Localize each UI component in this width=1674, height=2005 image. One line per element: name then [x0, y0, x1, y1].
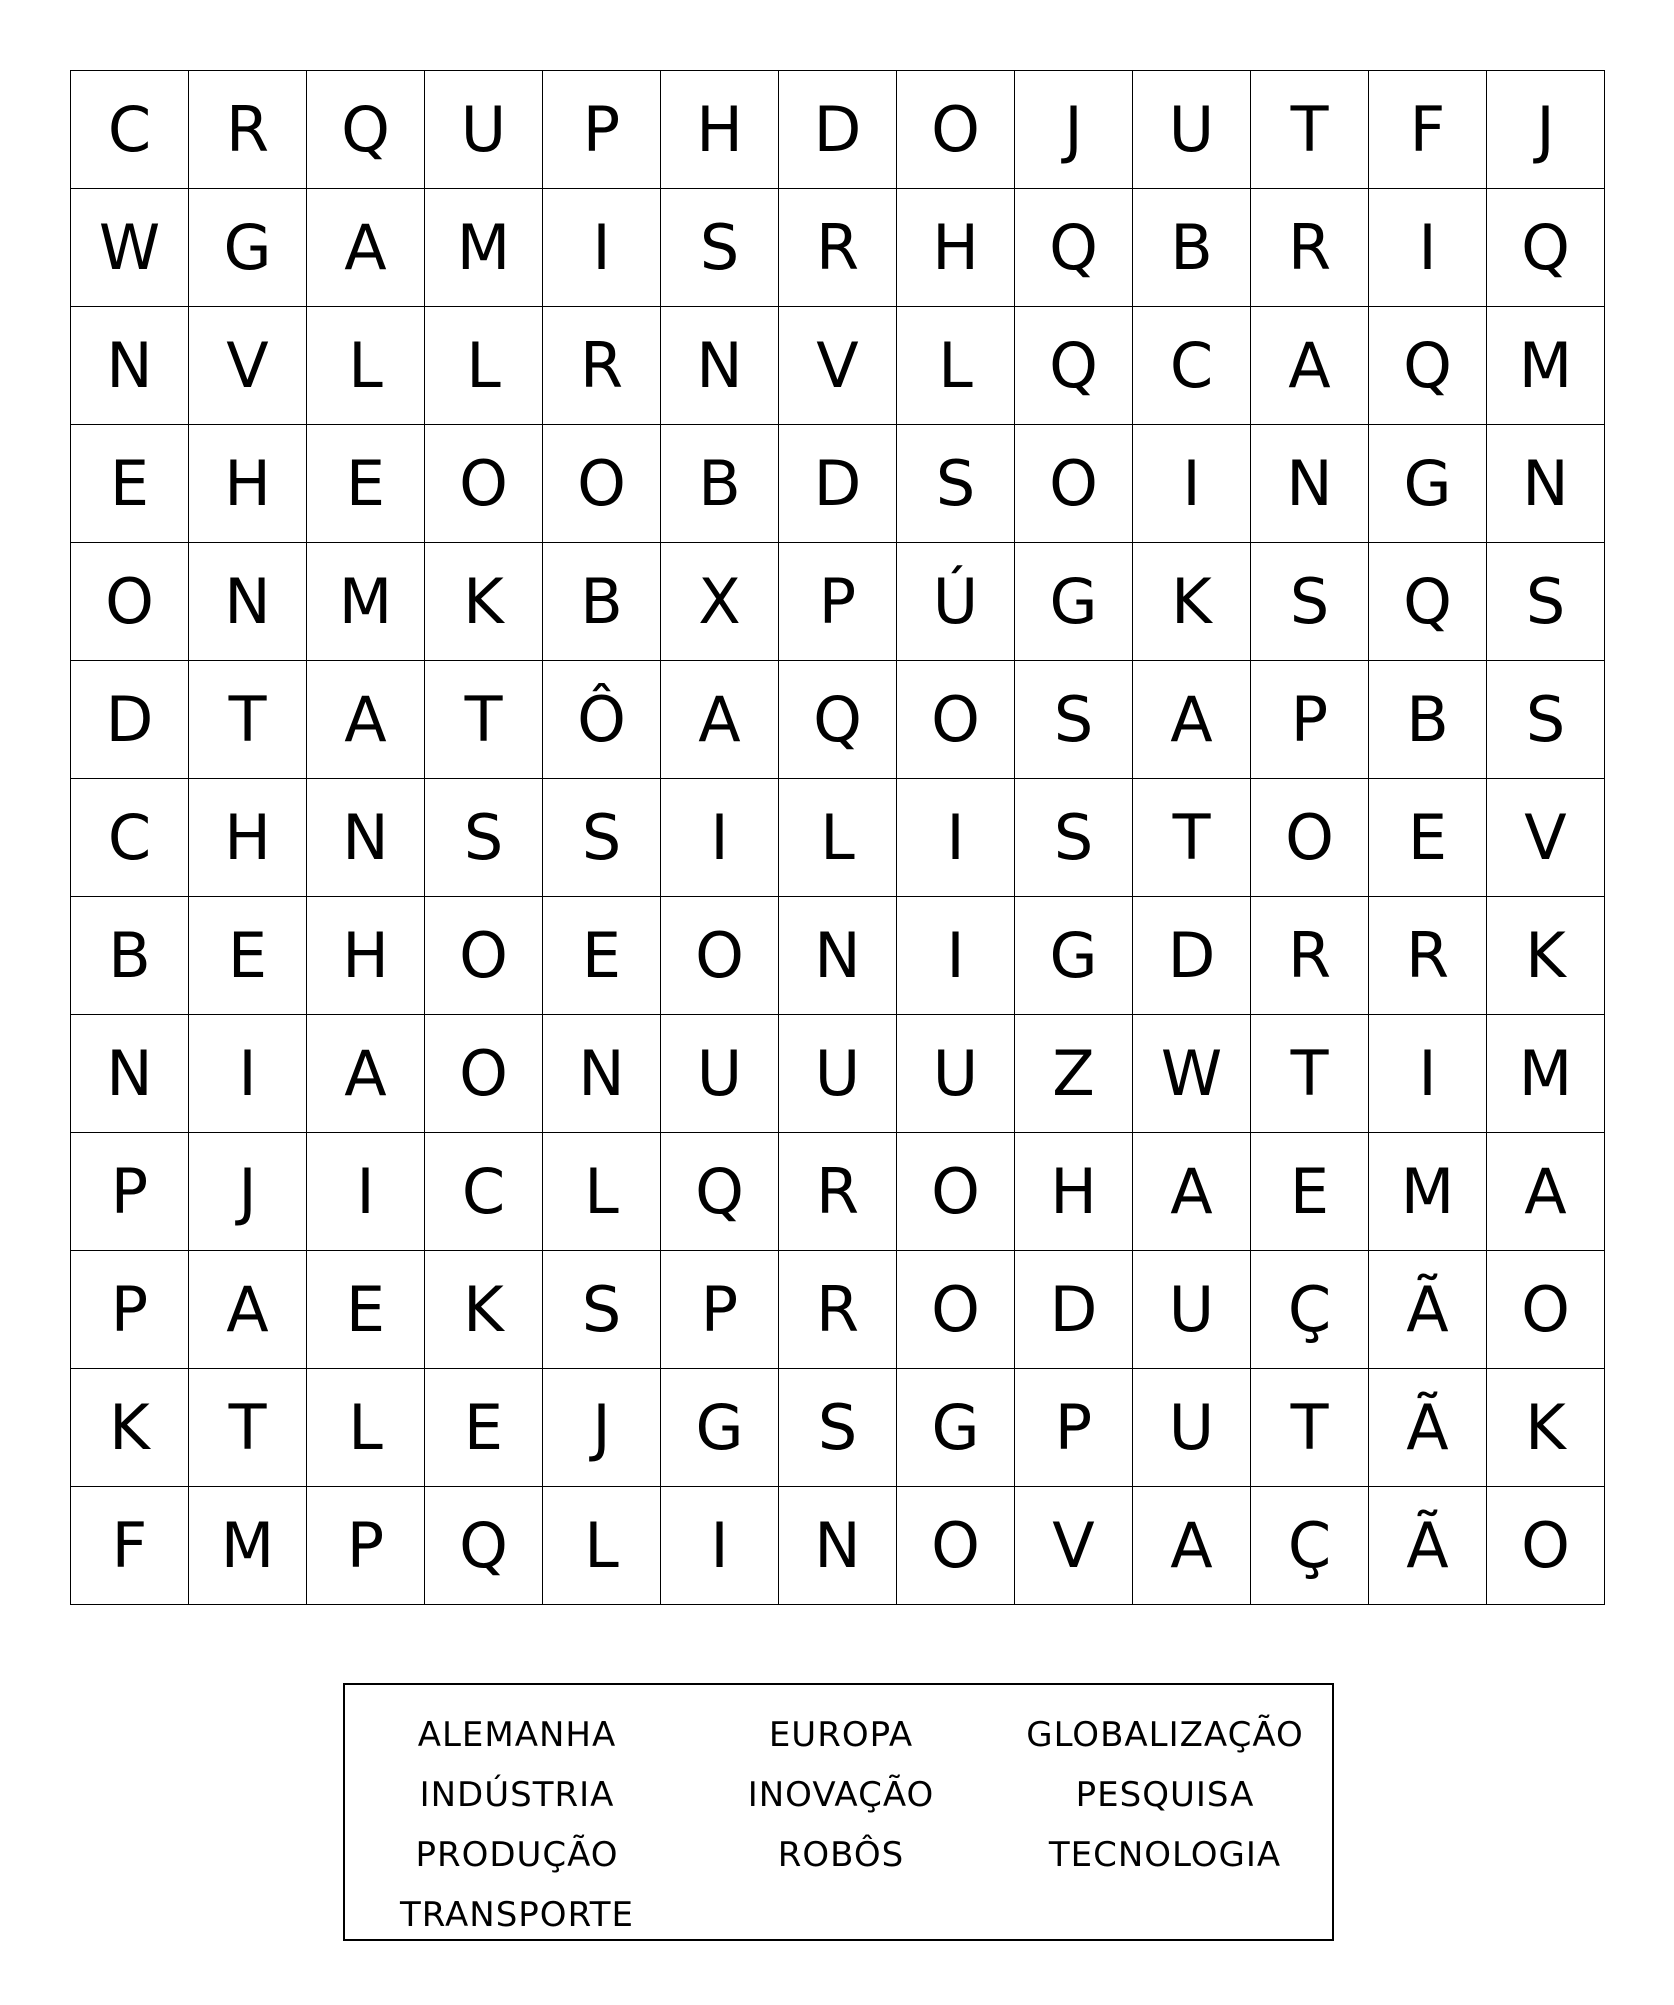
word-list-item: INDÚSTRIA	[419, 1775, 615, 1815]
grid-cell[interactable]: R	[779, 1251, 897, 1369]
grid-cell[interactable]: N	[71, 307, 189, 425]
grid-cell[interactable]: P	[661, 1251, 779, 1369]
grid-cell[interactable]: U	[1133, 1251, 1251, 1369]
grid-cell[interactable]: R	[779, 1133, 897, 1251]
grid-cell[interactable]: B	[661, 425, 779, 543]
grid-cell[interactable]: U	[1133, 71, 1251, 189]
grid-cell[interactable]: D	[1133, 897, 1251, 1015]
grid-cell[interactable]: N	[779, 1487, 897, 1605]
grid-cell[interactable]: Q	[307, 71, 425, 189]
grid-cell[interactable]: M	[1487, 307, 1605, 425]
grid-cell[interactable]: I	[189, 1015, 307, 1133]
grid-cell[interactable]: N	[71, 1015, 189, 1133]
grid-cell[interactable]: I	[897, 897, 1015, 1015]
grid-cell[interactable]: N	[779, 897, 897, 1015]
grid-cell[interactable]: A	[661, 661, 779, 779]
grid-cell[interactable]: A	[189, 1251, 307, 1369]
grid-cell[interactable]: O	[1487, 1487, 1605, 1605]
grid-cell[interactable]: M	[1487, 1015, 1605, 1133]
grid-cell[interactable]: S	[1487, 543, 1605, 661]
grid-cell[interactable]: L	[543, 1133, 661, 1251]
grid-cell[interactable]: B	[1369, 661, 1487, 779]
grid-cell[interactable]: K	[1133, 543, 1251, 661]
word-list-item: INOVAÇÃO	[747, 1775, 935, 1815]
grid-cell[interactable]: H	[897, 189, 1015, 307]
grid-cell[interactable]: V	[779, 307, 897, 425]
grid-cell[interactable]: K	[71, 1369, 189, 1487]
grid-cell[interactable]: P	[71, 1133, 189, 1251]
grid-cell[interactable]: B	[543, 543, 661, 661]
grid-cell[interactable]: N	[543, 1015, 661, 1133]
grid-cell[interactable]: R	[189, 71, 307, 189]
word-list-column-3	[1005, 1705, 1325, 1885]
grid-cell[interactable]: A	[1251, 307, 1369, 425]
word-list-column-2	[681, 1705, 1001, 1885]
grid-cell[interactable]: Ô	[543, 661, 661, 779]
grid-cell[interactable]: L	[897, 307, 1015, 425]
grid-cell[interactable]: V	[189, 307, 307, 425]
word-list-item: EUROPA	[768, 1715, 914, 1755]
grid-cell[interactable]: S	[1015, 661, 1133, 779]
grid-cell[interactable]: Q	[1015, 307, 1133, 425]
grid-cell[interactable]: T	[1251, 1369, 1369, 1487]
word-list-item: ROBÔS	[777, 1835, 905, 1875]
grid-cell[interactable]: O	[1015, 425, 1133, 543]
grid-cell[interactable]: I	[897, 779, 1015, 897]
grid-cell[interactable]: S	[543, 1251, 661, 1369]
grid-cell[interactable]: R	[1251, 897, 1369, 1015]
grid-cell[interactable]: J	[1015, 71, 1133, 189]
grid-cell[interactable]: Q	[1369, 543, 1487, 661]
grid-cell[interactable]: A	[1133, 1487, 1251, 1605]
word-list-item: PESQUISA	[1075, 1775, 1255, 1815]
grid-cell[interactable]: O	[425, 1015, 543, 1133]
grid-cell[interactable]: N	[1251, 425, 1369, 543]
grid-cell[interactable]: O	[897, 71, 1015, 189]
grid-cell[interactable]: E	[307, 1251, 425, 1369]
grid-cell[interactable]: R	[1251, 189, 1369, 307]
grid-cell[interactable]: O	[1251, 779, 1369, 897]
grid-cell[interactable]: E	[543, 897, 661, 1015]
grid-cell[interactable]: G	[1015, 543, 1133, 661]
grid-cell[interactable]: K	[425, 1251, 543, 1369]
grid-cell[interactable]: Ç	[1251, 1487, 1369, 1605]
grid-cell[interactable]: Ú	[897, 543, 1015, 661]
grid-cell[interactable]: P	[1251, 661, 1369, 779]
grid-cell[interactable]: N	[189, 543, 307, 661]
grid-cell[interactable]: O	[425, 897, 543, 1015]
grid-cell[interactable]: L	[543, 1487, 661, 1605]
word-list-item: ALEMANHA	[417, 1715, 617, 1755]
grid-cell[interactable]: X	[661, 543, 779, 661]
grid-cell[interactable]: N	[307, 779, 425, 897]
grid-cell[interactable]: O	[71, 543, 189, 661]
word-list-item: TRANSPORTE	[400, 1895, 634, 1935]
grid-cell[interactable]: I	[661, 779, 779, 897]
grid-cell[interactable]: I	[1133, 425, 1251, 543]
grid-cell[interactable]: G	[1015, 897, 1133, 1015]
grid-cell[interactable]: E	[425, 1369, 543, 1487]
grid-cell[interactable]: B	[1133, 189, 1251, 307]
grid-cell[interactable]: Q	[1015, 189, 1133, 307]
grid-cell[interactable]: C	[1133, 307, 1251, 425]
word-list-item: GLOBALIZAÇÃO	[1026, 1715, 1304, 1755]
grid-cell[interactable]: D	[1015, 1251, 1133, 1369]
grid-cell[interactable]: Q	[425, 1487, 543, 1605]
grid-cell[interactable]: A	[307, 661, 425, 779]
grid-cell[interactable]: S	[1251, 543, 1369, 661]
grid-cell[interactable]: U	[779, 1015, 897, 1133]
grid-cell[interactable]: G	[897, 1369, 1015, 1487]
grid-cell[interactable]: O	[897, 1251, 1015, 1369]
grid-cell[interactable]: H	[661, 71, 779, 189]
grid-cell[interactable]: P	[307, 1487, 425, 1605]
grid-cell[interactable]: E	[307, 425, 425, 543]
grid-cell[interactable]: I	[307, 1133, 425, 1251]
grid-cell[interactable]: M	[189, 1487, 307, 1605]
grid-cell[interactable]: A	[307, 189, 425, 307]
grid-cell[interactable]: U	[1133, 1369, 1251, 1487]
grid-cell[interactable]: B	[71, 897, 189, 1015]
grid-cell[interactable]: I	[1369, 1015, 1487, 1133]
grid-cell[interactable]: I	[1369, 189, 1487, 307]
grid-cell[interactable]: Q	[779, 661, 897, 779]
grid-cell[interactable]: C	[425, 1133, 543, 1251]
grid-cell[interactable]: O	[897, 661, 1015, 779]
grid-cell[interactable]: C	[71, 779, 189, 897]
grid-cell[interactable]: M	[425, 189, 543, 307]
grid-cell[interactable]: H	[189, 425, 307, 543]
grid-cell[interactable]: E	[1369, 779, 1487, 897]
grid-cell[interactable]: N	[661, 307, 779, 425]
grid-cell[interactable]: F	[71, 1487, 189, 1605]
grid-cell[interactable]: D	[71, 661, 189, 779]
grid-cell[interactable]: L	[307, 1369, 425, 1487]
grid-cell[interactable]: E	[71, 425, 189, 543]
grid-cell[interactable]: L	[425, 307, 543, 425]
word-list-item: PRODUÇÃO	[415, 1835, 619, 1875]
grid-cell[interactable]: P	[543, 71, 661, 189]
grid-cell[interactable]: A	[1133, 1133, 1251, 1251]
grid-cell[interactable]: E	[1251, 1133, 1369, 1251]
grid-cell[interactable]: T	[189, 661, 307, 779]
grid-cell[interactable]: I	[661, 1487, 779, 1605]
grid-cell[interactable]: S	[543, 779, 661, 897]
grid-cell[interactable]: T	[1251, 71, 1369, 189]
grid-cell[interactable]: G	[661, 1369, 779, 1487]
grid-cell[interactable]: O	[1487, 1251, 1605, 1369]
grid-cell[interactable]: Ã	[1369, 1251, 1487, 1369]
grid-cell[interactable]: A	[1487, 1133, 1605, 1251]
grid-cell[interactable]: R	[1369, 897, 1487, 1015]
grid-cell[interactable]: A	[307, 1015, 425, 1133]
grid-cell[interactable]: D	[779, 71, 897, 189]
grid-cell[interactable]: W	[1133, 1015, 1251, 1133]
grid-cell[interactable]: R	[779, 189, 897, 307]
grid-cell[interactable]: E	[189, 897, 307, 1015]
grid-cell[interactable]: S	[425, 779, 543, 897]
grid-cell[interactable]: K	[425, 543, 543, 661]
grid-cell[interactable]: V	[1015, 1487, 1133, 1605]
grid-cell[interactable]: S	[779, 1369, 897, 1487]
grid-cell[interactable]: W	[71, 189, 189, 307]
grid-cell[interactable]: J	[543, 1369, 661, 1487]
grid-cell[interactable]: I	[543, 189, 661, 307]
grid-cell[interactable]: Ã	[1369, 1369, 1487, 1487]
grid-cell[interactable]: A	[1133, 661, 1251, 779]
grid-cell[interactable]: Z	[1015, 1015, 1133, 1133]
grid-cell[interactable]: M	[1369, 1133, 1487, 1251]
grid-cell[interactable]: D	[779, 425, 897, 543]
grid-cell[interactable]: J	[1487, 71, 1605, 189]
grid-cell[interactable]: O	[897, 1487, 1015, 1605]
grid-cell[interactable]: M	[307, 543, 425, 661]
grid-cell[interactable]: L	[779, 779, 897, 897]
grid-cell[interactable]: K	[1487, 897, 1605, 1015]
grid-cell[interactable]: H	[189, 779, 307, 897]
grid-cell[interactable]: Q	[1487, 189, 1605, 307]
grid-cell[interactable]: T	[425, 661, 543, 779]
grid-cell[interactable]: J	[189, 1133, 307, 1251]
grid-cell[interactable]: T	[1133, 779, 1251, 897]
grid-cell[interactable]: C	[71, 71, 189, 189]
grid-cell[interactable]: O	[543, 425, 661, 543]
grid-cell[interactable]: Q	[1369, 307, 1487, 425]
grid-cell[interactable]: L	[307, 307, 425, 425]
word-list-column-1	[357, 1705, 677, 1945]
grid-cell[interactable]: Ã	[1369, 1487, 1487, 1605]
grid-cell[interactable]: G	[1369, 425, 1487, 543]
grid-cell[interactable]: H	[307, 897, 425, 1015]
grid-cell[interactable]: O	[425, 425, 543, 543]
letter-grid	[70, 70, 1605, 1605]
grid-cell[interactable]: G	[189, 189, 307, 307]
grid-cell[interactable]: V	[1487, 779, 1605, 897]
grid-cell[interactable]: F	[1369, 71, 1487, 189]
grid-cell[interactable]: T	[1251, 1015, 1369, 1133]
grid-cell[interactable]: O	[897, 1133, 1015, 1251]
grid-cell[interactable]: Ç	[1251, 1251, 1369, 1369]
grid-cell[interactable]: U	[425, 71, 543, 189]
grid-cell[interactable]: S	[661, 189, 779, 307]
grid-cell[interactable]: K	[1487, 1369, 1605, 1487]
word-list-item: TECNOLOGIA	[1048, 1835, 1282, 1875]
word-list-box	[343, 1683, 1334, 1941]
grid-cell[interactable]: N	[1487, 425, 1605, 543]
grid-cell[interactable]: H	[1015, 1133, 1133, 1251]
grid-cell[interactable]: P	[1015, 1369, 1133, 1487]
grid-cell[interactable]: T	[189, 1369, 307, 1487]
grid-cell[interactable]: P	[71, 1251, 189, 1369]
grid-cell[interactable]: Q	[661, 1133, 779, 1251]
grid-cell[interactable]: S	[1015, 779, 1133, 897]
grid-cell[interactable]: S	[1487, 661, 1605, 779]
grid-cell[interactable]: P	[779, 543, 897, 661]
grid-cell[interactable]: U	[897, 1015, 1015, 1133]
grid-cell[interactable]: U	[661, 1015, 779, 1133]
grid-cell[interactable]: O	[661, 897, 779, 1015]
grid-cell[interactable]: R	[543, 307, 661, 425]
grid-cell[interactable]: S	[897, 425, 1015, 543]
